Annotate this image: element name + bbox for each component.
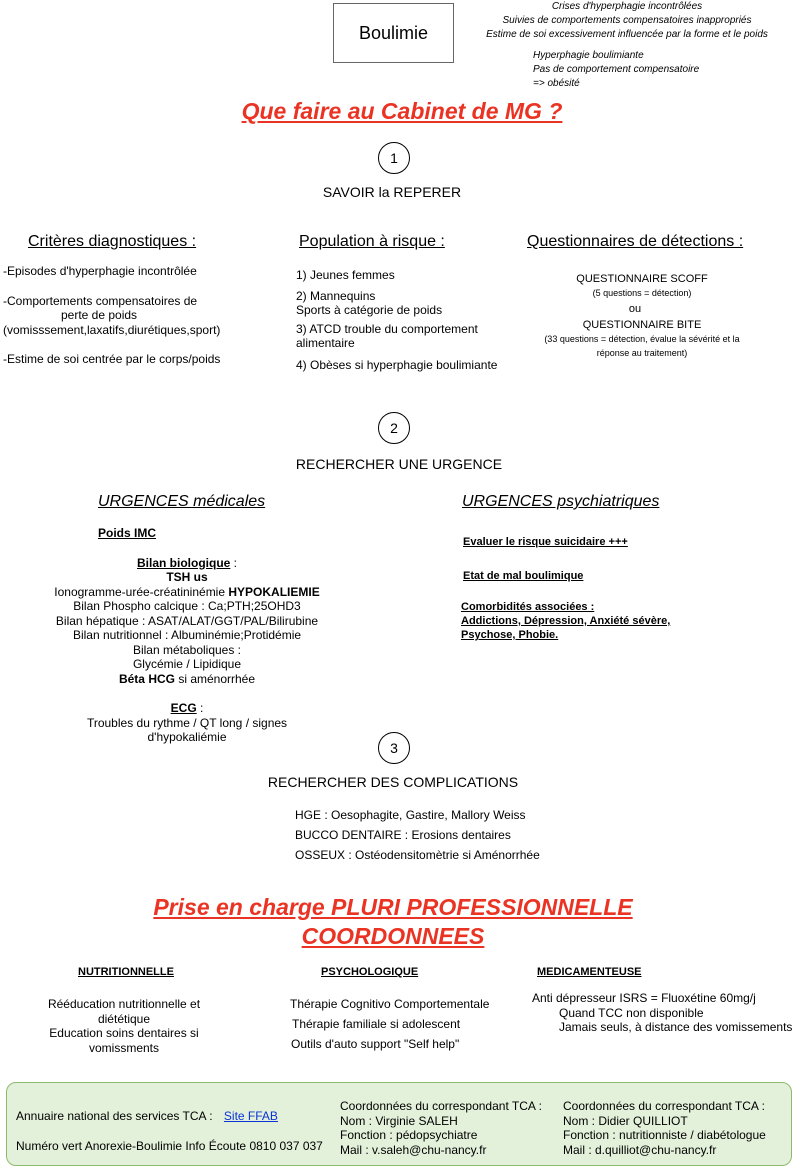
suicide-risk: Evaluer le risque suicidaire +++ [463,536,628,548]
hypokaliemie: HYPOKALIEMIE [228,584,320,599]
psycho-line: Thérapie Cognitivo Comportementale [290,997,490,1011]
step-3-title: RECHERCHER DES COMPLICATIONS [267,774,519,790]
population-item: 2) Mannequins [296,288,376,303]
psycho-block [290,994,520,1054]
hepatique: Bilan hépatique : ASAT/ALAT/GGT/PAL/Bilirubine [55,613,319,628]
questionnaires-block [527,272,757,360]
troubles-line: Troubles du rythme / QT long / signes [86,715,288,730]
step-3-circle [378,732,410,764]
bite-note: (33 questions = détection, évalue la sévérité et la [544,334,740,344]
bilan-bio-line [40,556,334,571]
step-2-circle [378,412,410,444]
population-item: Sports à catégorie de poids [296,303,443,317]
nutrition-block [40,997,208,1055]
complication-item: HGE : Oesophagite, Gastire, Mallory Weiss [295,808,526,822]
contact-1-function: Fonction : pédopsychiatre [340,1128,478,1142]
criteria-item: -Episodes d'hyperphagie incontrôlée [3,264,197,278]
annuaire-line [16,1109,278,1124]
bite-note: réponse au traitement) [596,348,688,358]
contact-2-function: Fonction : nutritionniste / diabétologue [563,1128,766,1142]
tsh: TSH us [166,570,208,584]
criteria-line: Estime de soi excessivement influencée par la forme et le poids [486,29,768,40]
comorbidites-heading: Comorbidités associées : [461,601,595,613]
medic-line: Quand TCC non disponible [559,1005,704,1020]
psycho-heading: PSYCHOLOGIQUE [321,966,419,978]
contact-2-name: Nom : Didier QUILLIOT [563,1113,688,1128]
hyperphagia-summary [533,49,793,91]
title-box-label: Boulimie [358,22,429,43]
comorbidites-line: Addictions, Dépression, Anxiété sévère, [461,615,671,627]
hyperphagia-line: Pas de comportement compensatoire [533,64,700,75]
contact-2-title: Coordonnées du correspondant TCA : [563,1099,765,1113]
bilan-bio-colon: : [230,555,237,570]
ionogramme-text: Ionogramme-urée-créatininémie [54,584,229,599]
ecg-label: ECG [170,701,197,715]
step-1-circle [378,142,410,174]
step-1-number: 1 [390,150,398,166]
hcg-line [40,672,334,687]
population-heading: Population à risque : [299,233,445,250]
criteria-heading: Critères diagnostiques : [28,233,197,250]
ecg-line [40,701,334,716]
complication-item: OSSEUX : Ostéodensitomètrie si Aménorrhée [295,848,540,862]
mal-boulimique: Etat de mal boulimique [463,570,584,582]
population-item: 4) Obèses si hyperphagie boulimiante [296,357,498,372]
criteria-item: (vomisssement,laxatifs,diurétiques,sport) [3,322,221,337]
population-item: 1) Jeunes femmes [296,268,395,282]
step-3-number: 3 [390,740,398,756]
complication-item: BUCCO DENTAIRE : Erosions dentaires [295,828,511,842]
questionnaires-heading: Questionnaires de détections : [527,233,744,250]
nutrition-line: diététique [97,1011,151,1026]
numero-vert: Numéro vert Anorexie-Boulimie Info Écoute 0810 037 037 [16,1139,323,1153]
nutrition-line: Rééducation nutritionnelle et [47,997,201,1011]
troubles-line: d'hypokaliémie [147,730,227,744]
phospho: Bilan Phospho calcique : Ca;PTH;25OHD3 [73,599,301,613]
criteria-line: Crises d'hyperphagie incontrôlées [551,1,703,12]
contact-1-name: Nom : Virginie SALEH [340,1113,458,1128]
hcg-label: Béta HCG [118,671,175,686]
criteria-list [3,264,263,367]
step-1-title: SAVOIR la REPERER [322,184,462,200]
nutrition-heading: NUTRITIONNELLE [78,966,174,978]
nutritionnel: Bilan nutritionnel : Albuminémie;Protidémie [72,628,302,642]
metaboliques: Bilan métaboliques : [132,642,242,657]
medic-heading: MEDICAMENTEUSE [537,966,642,978]
contact-1 [340,1099,555,1157]
population-list [296,268,516,372]
or-label: ou [628,303,642,315]
poids-imc: Poids IMC [97,526,156,540]
scoff-label: QUESTIONNAIRE SCOFF [576,273,708,285]
step-2-title: RECHERCHER UNE URGENCE [295,456,503,472]
criteria-item: -Comportements compensatoires de [3,293,198,308]
criteria-item: perte de poids [61,308,138,322]
ecg-colon: : [196,701,204,715]
criteria-line: Suivies de comportements compensatoires inappropriés [502,15,752,26]
psych-emergencies-heading: URGENCES psychiatriques [462,493,660,510]
complications-list [295,805,595,865]
hyperphagia-line: => obésité [533,78,580,89]
step-2-number: 2 [390,420,398,436]
contact-1-mail: Mail : v.saleh@chu-nancy.fr [340,1142,487,1157]
care-title [0,893,786,951]
annuaire-label: Annuaire national des services TCA : [16,1109,213,1123]
care-title-line-1: Prise en charge PLURI PROFESSIONNELLE [153,894,633,920]
site-ffab-link[interactable]: Site FFAB [223,1109,278,1123]
medical-emergencies-heading: URGENCES médicales [98,493,266,510]
bite-label: QUESTIONNAIRE BITE [582,319,702,331]
nutrition-line: Education soins dentaires si [49,1026,199,1040]
medic-line: Jamais seuls, à distance des vomissements [559,1020,793,1034]
care-title-line-2: COORDONNEES [301,923,485,949]
medical-emergencies-block [40,526,334,745]
hyperphagia-line: Hyperphagie boulimiante [533,50,644,61]
population-item: alimentaire [296,336,355,350]
hcg-rest: si aménorrhée [174,671,256,686]
ionogramme-line [40,585,334,600]
contact-2 [563,1099,788,1157]
footer-panel [6,1082,792,1166]
psycho-line: Outils d'auto support "Self help" [291,1037,460,1051]
nutrition-line: vomissments [88,1040,159,1055]
title-box [333,3,454,63]
criteria-summary [462,0,792,42]
glycemie: Glycémie / Lipidique [132,657,242,671]
psych-emergencies-block [461,535,761,642]
psycho-line: Thérapie familiale si adolescent [292,1017,461,1031]
medic-block [532,991,800,1035]
comorbidites-line: Psychose, Phobie. [461,629,559,641]
scoff-note: (5 questions = détection) [592,288,692,298]
criteria-item: -Estime de soi centrée par le corps/poids [3,352,221,366]
contact-1-title: Coordonnées du correspondant TCA : [340,1099,542,1113]
bilan-bio-label: Bilan biologique [137,555,231,570]
contact-2-mail: Mail : d.quilliot@chu-nancy.fr [563,1142,717,1157]
main-title: Que faire au Cabinet de MG ? [241,98,563,124]
population-item: 3) ATCD trouble du comportement [296,321,478,336]
medic-line: Anti dépresseur ISRS = Fluoxétine 60mg/j [532,991,756,1005]
